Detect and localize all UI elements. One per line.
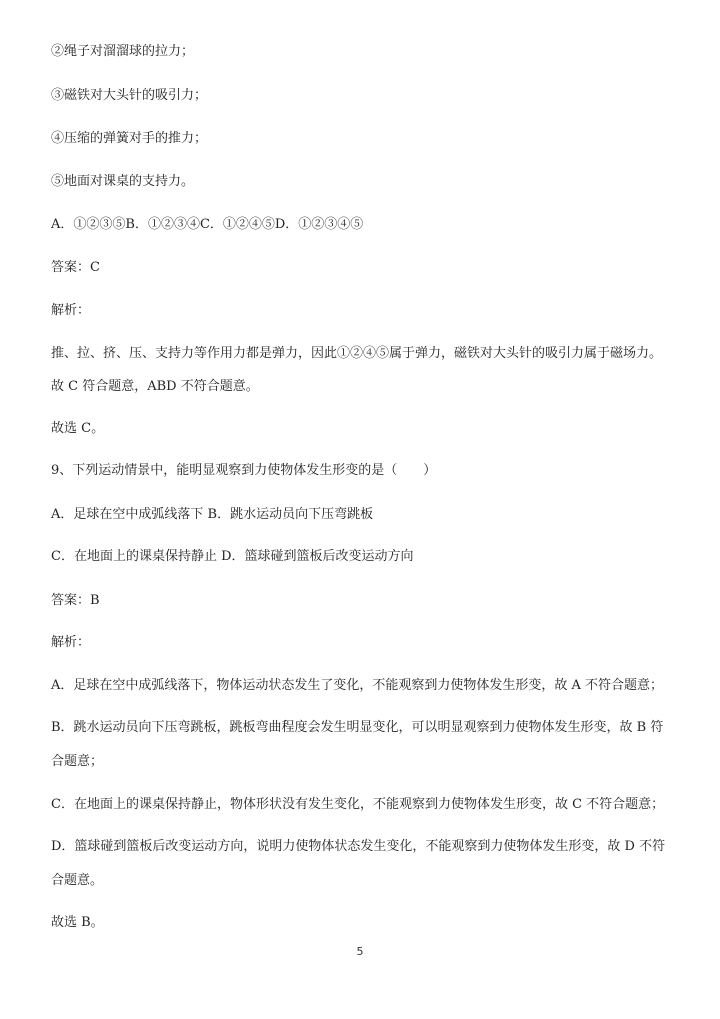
q9-options-ab: A．足球在空中成弧线落下 B．跳水运动员向下压弯跳板 (51, 507, 374, 522)
q8-analysis-label: 解析： (51, 303, 91, 318)
q8-item-5: ⑤地面对课桌的支持力。 (51, 174, 195, 189)
q9-options-cd: C．在地面上的课桌保持静止 D．篮球碰到篮板后改变运动方向 (51, 549, 414, 564)
q8-item-4: ④压缩的弹簧对手的推力； (51, 131, 208, 146)
q9-analysis-d: D．篮球碰到篮板后改变运动方向，说明力使物体状态发生变化，不能观察到力使物体发生形变，故 D 不符合题意。 (51, 839, 666, 888)
q9-answer: 答案：B (51, 593, 100, 608)
q8-analysis-line-2: 故 C 符合题意，ABD 不符合题意。 (51, 379, 259, 394)
q9-stem: 9、下列运动情景中，能明显观察到力使物体发生形变的是（ ） (51, 463, 437, 478)
q8-options: A．①②③⑤B．①②③④C．①②④⑤D．①②③④⑤ (51, 217, 364, 232)
q8-analysis-line-1: 推、拉、挤、压、支持力等作用力都是弹力，因此①②④⑤属于弹力，磁铁对大头针的吸引力属于磁场力。 (51, 346, 663, 361)
q9-analysis-a: A．足球在空中成弧线落下，物体运动状态发生了变化，不能观察到力使物体发生形变，故 A 不符合题意； (51, 678, 664, 693)
q9-analysis-label: 解析： (51, 635, 91, 650)
q8-item-3: ③磁铁对大头针的吸引力； (51, 88, 208, 103)
q9-analysis-b: B．跳水运动员向下压弯跳板，跳板弯曲程度会发生明显变化，可以明显观察到力使物体发生形变，故 B 符合题意； (51, 720, 664, 769)
page-number: 5 (356, 945, 364, 958)
q8-conclusion: 故选 C。 (51, 421, 105, 436)
q8-answer: 答案：C (51, 260, 100, 275)
q8-item-2: ②绳子对溜溜球的拉力； (51, 44, 195, 59)
q9-conclusion: 故选 B。 (51, 915, 104, 930)
q9-analysis-c: C．在地面上的课桌保持静止，物体形状没有发生变化，不能观察到力使物体发生形变，故 C 不符合题意； (51, 797, 665, 812)
